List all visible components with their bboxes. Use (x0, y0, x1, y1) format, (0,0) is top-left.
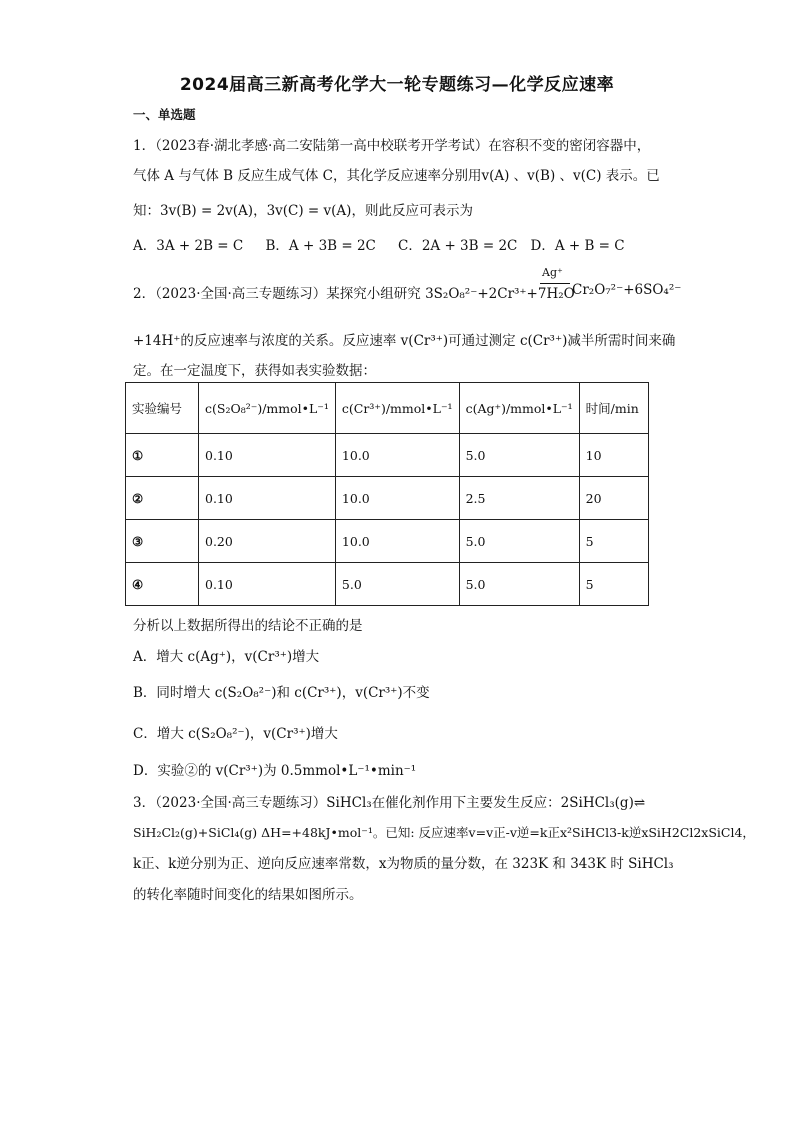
q3-line-2: SiH₂Cl₂(g)+SiCl₄(g) ΔH=+48kJ•mol⁻¹。已知: 反应速率v=v正-v逆=k正x²SiHCl3-k逆xSiH2Cl2xSiCl4， (133, 825, 755, 840)
table-cell: 10.0 (335, 477, 459, 520)
table-cell: 10 (579, 434, 648, 477)
q2-catalyst-label: Ag⁺ (542, 266, 563, 279)
q1-option-b[interactable]: B．A + 3B = 2C (265, 238, 376, 254)
table-cell: 5 (579, 563, 648, 606)
table-cell: ② (126, 477, 199, 520)
q1-option-c[interactable]: C．2A + 3B = 2C (398, 238, 518, 254)
q3-line-3: k正、k逆分别为正、逆向反应速率常数，x为物质的量分数，在 323K 和 343K 时 SiHCl₃ (133, 856, 674, 872)
table-cell: 0.10 (199, 434, 336, 477)
q2-option-b[interactable]: B．同时增大 c(S₂O₈²⁻)和 c(Cr³⁺)，v(Cr³⁺)不变 (133, 685, 430, 701)
table-cell: ① (126, 434, 199, 477)
q3-line-1: 3．（2023·全国·高三专题练习）SiHCl₃在催化剂作用下主要发生反应：2SiHCl₃(g)⇌ (133, 795, 646, 811)
table-cell: 5.0 (459, 563, 579, 606)
table-cell: 0.20 (199, 520, 336, 563)
q1-options (133, 234, 663, 254)
table-header: c(Ag⁺)/mmol•L⁻¹ (459, 383, 579, 434)
q2-line-2: +14H⁺的反应速率与浓度的关系。反应速率 v(Cr³⁺)可通过测定 c(Cr³⁺)减半所需时间来确 (133, 333, 676, 349)
table-cell: 10.0 (335, 520, 459, 563)
table-cell: ④ (126, 563, 199, 606)
q2-line-1: 2．（2023·全国·高三专题练习）某探究小组研究 3S₂O₈²⁻+2Cr³⁺+7H₂O (133, 286, 575, 302)
table-cell: 2.5 (459, 477, 579, 520)
q3-line-4: 的转化率随时间变化的结果如图所示。 (133, 887, 363, 903)
q2-option-d[interactable]: D．实验②的 v(Cr³⁺)为 0.5mmol•L⁻¹•min⁻¹ (133, 763, 417, 779)
section-heading: 一、单选题 (133, 107, 196, 122)
table-row (126, 563, 649, 606)
table-cell: 5 (579, 520, 648, 563)
table-cell: 0.10 (199, 563, 336, 606)
q2-stem: 分析以上数据所得出的结论不正确的是 (133, 618, 363, 634)
table-row (126, 434, 649, 477)
table-cell: ③ (126, 520, 199, 563)
table-row (126, 520, 649, 563)
table-header: c(Cr³⁺)/mmol•L⁻¹ (335, 383, 459, 434)
q1-line-3: 知：3v(B) = 2v(A)，3v(C) = v(A)，则此反应可表示为 (133, 203, 473, 219)
table-cell: 20 (579, 477, 648, 520)
q2-reaction-arrow (540, 283, 570, 284)
table-cell: 5.0 (459, 520, 579, 563)
experiment-table (125, 382, 649, 606)
q2-products: Cr₂O₇²⁻+6SO₄²⁻ (572, 282, 682, 298)
q2-line-3: 定。在一定温度下，获得如表实验数据： (133, 363, 376, 379)
page-title: 2024届高三新高考化学大一轮专题练习—化学反应速率 (179, 75, 615, 95)
q1-option-a[interactable]: A．3A + 2B = C (133, 238, 244, 254)
q2-option-a[interactable]: A．增大 c(Ag⁺)，v(Cr³⁺)增大 (133, 649, 320, 665)
table-cell: 5.0 (335, 563, 459, 606)
table-header-row (126, 383, 649, 434)
table-header: 实验编号 (126, 383, 199, 434)
table-cell: 10.0 (335, 434, 459, 477)
table-header: c(S₂O₈²⁻)/mmol•L⁻¹ (199, 383, 336, 434)
table-header: 时间/min (579, 383, 648, 434)
table-cell: 5.0 (459, 434, 579, 477)
table-cell: 0.10 (199, 477, 336, 520)
q1-line-1: 1．（2023春·湖北孝感·高二安陆第一高中校联考开学考试）在容积不变的密闭容器中， (133, 138, 651, 154)
table-row (126, 477, 649, 520)
q1-line-2: 气体 A 与气体 B 反应生成气体 C，其化学反应速率分别用v(A) 、v(B) 、v(C) 表示。已 (133, 168, 660, 184)
q1-option-d[interactable]: D．A + B = C (530, 238, 625, 254)
q2-option-c[interactable]: C．增大 c(S₂O₈²⁻)，v(Cr³⁺)增大 (133, 726, 338, 742)
